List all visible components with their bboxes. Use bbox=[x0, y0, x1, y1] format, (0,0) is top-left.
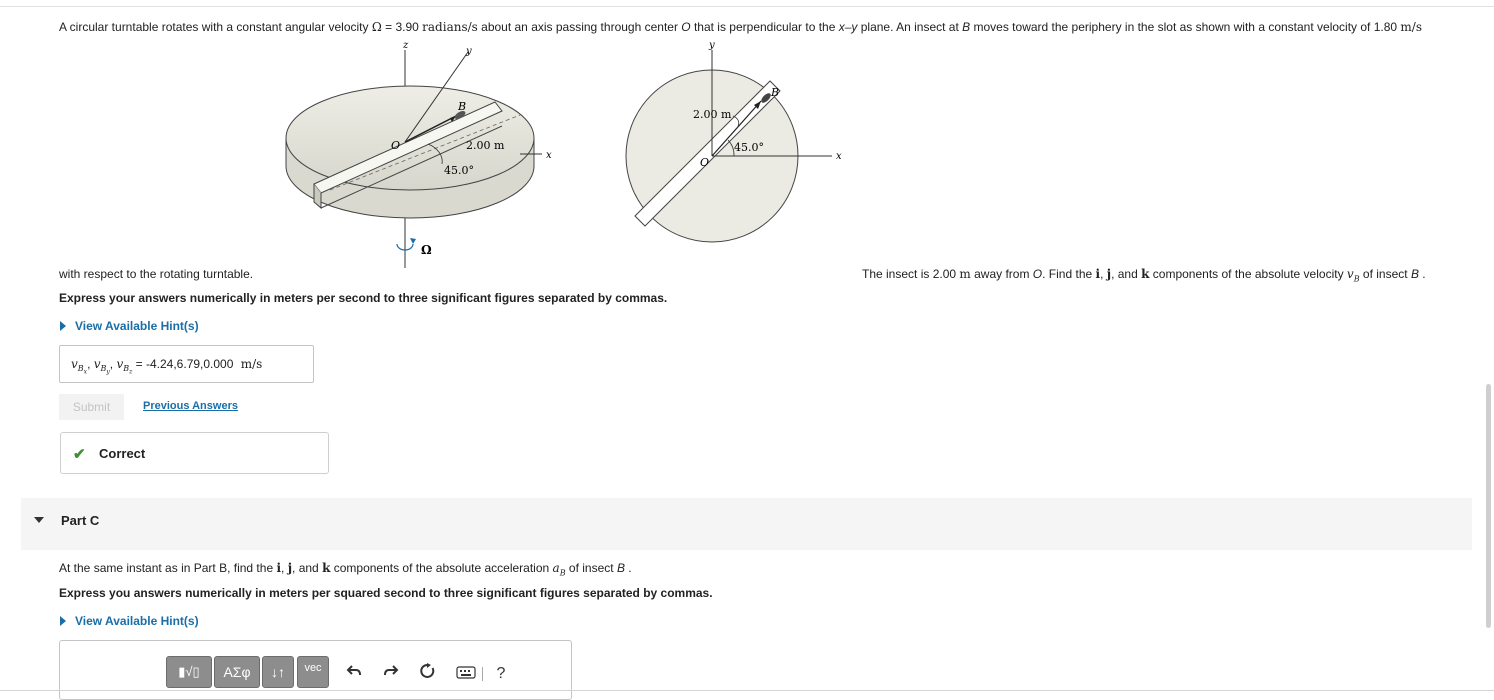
part-b-answer-box[interactable] bbox=[59, 345, 314, 383]
v-symbol: v bbox=[71, 357, 78, 371]
part-c-title: Part C bbox=[61, 513, 100, 528]
q-text: components of the absolute velocity bbox=[1149, 267, 1347, 281]
caret-down-icon bbox=[34, 517, 44, 523]
xy-plane: x–y bbox=[838, 20, 858, 34]
sep: , bbox=[87, 357, 94, 371]
problem-text-3: about an axis passing through center bbox=[477, 20, 682, 34]
v-symbol: v bbox=[116, 357, 124, 371]
x-axis-label: x bbox=[546, 150, 552, 161]
q-text: . bbox=[1418, 267, 1426, 281]
sub-y: y bbox=[106, 368, 110, 376]
x-axis-label-top: x bbox=[836, 151, 842, 162]
unit-vector-j: j bbox=[287, 561, 293, 575]
unit-radians-per-second: radians/s bbox=[422, 20, 478, 34]
q-text: , bbox=[1100, 267, 1107, 281]
sub-x: x bbox=[83, 368, 88, 376]
page-scrollbar[interactable] bbox=[1486, 384, 1491, 628]
velocity-symbol: v bbox=[1346, 267, 1354, 281]
q-point-b: B bbox=[616, 561, 625, 575]
redo-icon[interactable] bbox=[380, 662, 402, 686]
q-unit-m: m bbox=[959, 267, 971, 281]
unit-vector-k: k bbox=[1141, 267, 1150, 281]
caret-right-icon bbox=[60, 321, 66, 331]
unit-vector-i: i bbox=[1095, 267, 1101, 281]
sub-b: B bbox=[77, 364, 84, 374]
y-axis-label: y bbox=[466, 46, 472, 57]
keyboard-icon[interactable] bbox=[453, 662, 479, 686]
angle-label: 45.0° bbox=[444, 164, 474, 177]
top-divider bbox=[0, 6, 1494, 7]
part-b-hint-toggle[interactable] bbox=[60, 319, 199, 333]
part-c-hint-toggle[interactable] bbox=[60, 614, 199, 628]
q-text: , and bbox=[292, 561, 323, 575]
answer-label bbox=[71, 357, 262, 376]
acceleration-symbol: a bbox=[552, 561, 560, 575]
answer-value: -4.24,6.79,0.000 bbox=[146, 357, 234, 371]
acceleration-subscript: B bbox=[559, 568, 566, 578]
greek-symbols-button[interactable]: ΑΣφ bbox=[214, 656, 260, 688]
distance-label-top: 2.00 m bbox=[693, 108, 732, 121]
turntable-3d-figure bbox=[270, 38, 570, 270]
sub-b: B bbox=[123, 364, 130, 374]
unit-vector-j: j bbox=[1106, 267, 1112, 281]
reset-icon[interactable] bbox=[417, 662, 439, 686]
origin-o-label-top: O bbox=[700, 156, 710, 169]
correct-feedback bbox=[60, 432, 329, 474]
q-text: of insect bbox=[1359, 267, 1411, 281]
toolbar-divider bbox=[482, 667, 483, 681]
unit-meters-per-second: m/s bbox=[1400, 20, 1422, 34]
y-axis-label-top: y bbox=[709, 40, 715, 51]
part-c-instruction: Express you answers numerically in meters per squared second to three significant figures separated by commas. bbox=[59, 586, 713, 600]
sub-z: z bbox=[129, 368, 133, 376]
problem-statement bbox=[59, 19, 1479, 35]
sub-b: B bbox=[100, 364, 107, 374]
z-axis-label: z bbox=[403, 40, 409, 51]
answer-unit: m/s bbox=[240, 357, 263, 371]
insect-b-label-top: B bbox=[771, 86, 780, 99]
omega-label: Ω bbox=[421, 243, 432, 257]
q-text: of insect bbox=[565, 561, 617, 575]
sep: , bbox=[109, 357, 117, 371]
q-text: . Find the bbox=[1042, 267, 1096, 281]
q-text: away from bbox=[970, 267, 1033, 281]
subscript-superscript-button[interactable]: ↓↑ bbox=[262, 656, 294, 688]
q-point-o: O bbox=[1032, 267, 1043, 281]
part-b-instruction: Express your answers numerically in meters per second to three significant figures separated by commas. bbox=[59, 291, 668, 305]
problem-text-2: = 3.90 bbox=[381, 20, 423, 34]
correct-label: Correct bbox=[99, 446, 146, 461]
unit-vector-i: i bbox=[276, 561, 282, 575]
point-o: O bbox=[681, 20, 691, 34]
problem-text-6: moves toward the periphery in the slot as shown with a constant velocity of 1.80 bbox=[970, 20, 1401, 34]
part-b-question bbox=[862, 266, 1426, 287]
q-text: components of the absolute acceleration bbox=[330, 561, 553, 575]
undo-icon[interactable] bbox=[343, 662, 365, 686]
part-c-question bbox=[59, 560, 632, 581]
problem-text-1: A circular turntable rotates with a constant angular velocity bbox=[59, 20, 372, 34]
submit-button[interactable]: Submit bbox=[59, 394, 124, 420]
bottom-divider bbox=[0, 690, 1494, 691]
unit-vector-k: k bbox=[322, 561, 331, 575]
point-b: B bbox=[962, 20, 971, 34]
problem-text-5: plane. An insect at bbox=[857, 20, 963, 34]
q-text: . bbox=[624, 561, 632, 575]
help-button[interactable]: ? bbox=[496, 665, 506, 682]
velocity-subscript: B bbox=[1353, 274, 1360, 284]
q-text: At the same instant as in Part B, find the bbox=[59, 561, 277, 575]
distance-label: 2.00 m bbox=[466, 139, 505, 152]
origin-o-label: O bbox=[391, 139, 401, 152]
turntable-top-view-figure bbox=[620, 38, 850, 246]
q-point-b: B bbox=[1410, 267, 1419, 281]
problem-text-4: that is perpendicular to the bbox=[690, 20, 839, 34]
equals: = bbox=[132, 357, 146, 371]
caret-right-icon bbox=[60, 616, 66, 626]
q-text: , and bbox=[1111, 267, 1142, 281]
checkmark-icon: ✔ bbox=[73, 446, 86, 463]
q-text: The insect is 2.00 bbox=[862, 267, 960, 281]
angle-label-top: 45.0° bbox=[734, 141, 764, 154]
q-text: , bbox=[281, 561, 288, 575]
problem-continuation: with respect to the rotating turntable. bbox=[59, 267, 254, 281]
insect-b-label: B bbox=[458, 100, 467, 113]
templates-button[interactable]: ▮√▯ bbox=[166, 656, 212, 688]
hint-label: View Available Hint(s) bbox=[75, 319, 199, 333]
hint-label: View Available Hint(s) bbox=[75, 614, 199, 628]
omega-symbol: Ω bbox=[371, 20, 382, 34]
v-symbol: v bbox=[93, 357, 101, 371]
vector-button[interactable]: vec bbox=[297, 656, 329, 688]
previous-answers-link[interactable]: Previous Answers bbox=[143, 400, 238, 412]
part-c-header[interactable] bbox=[21, 498, 1472, 550]
